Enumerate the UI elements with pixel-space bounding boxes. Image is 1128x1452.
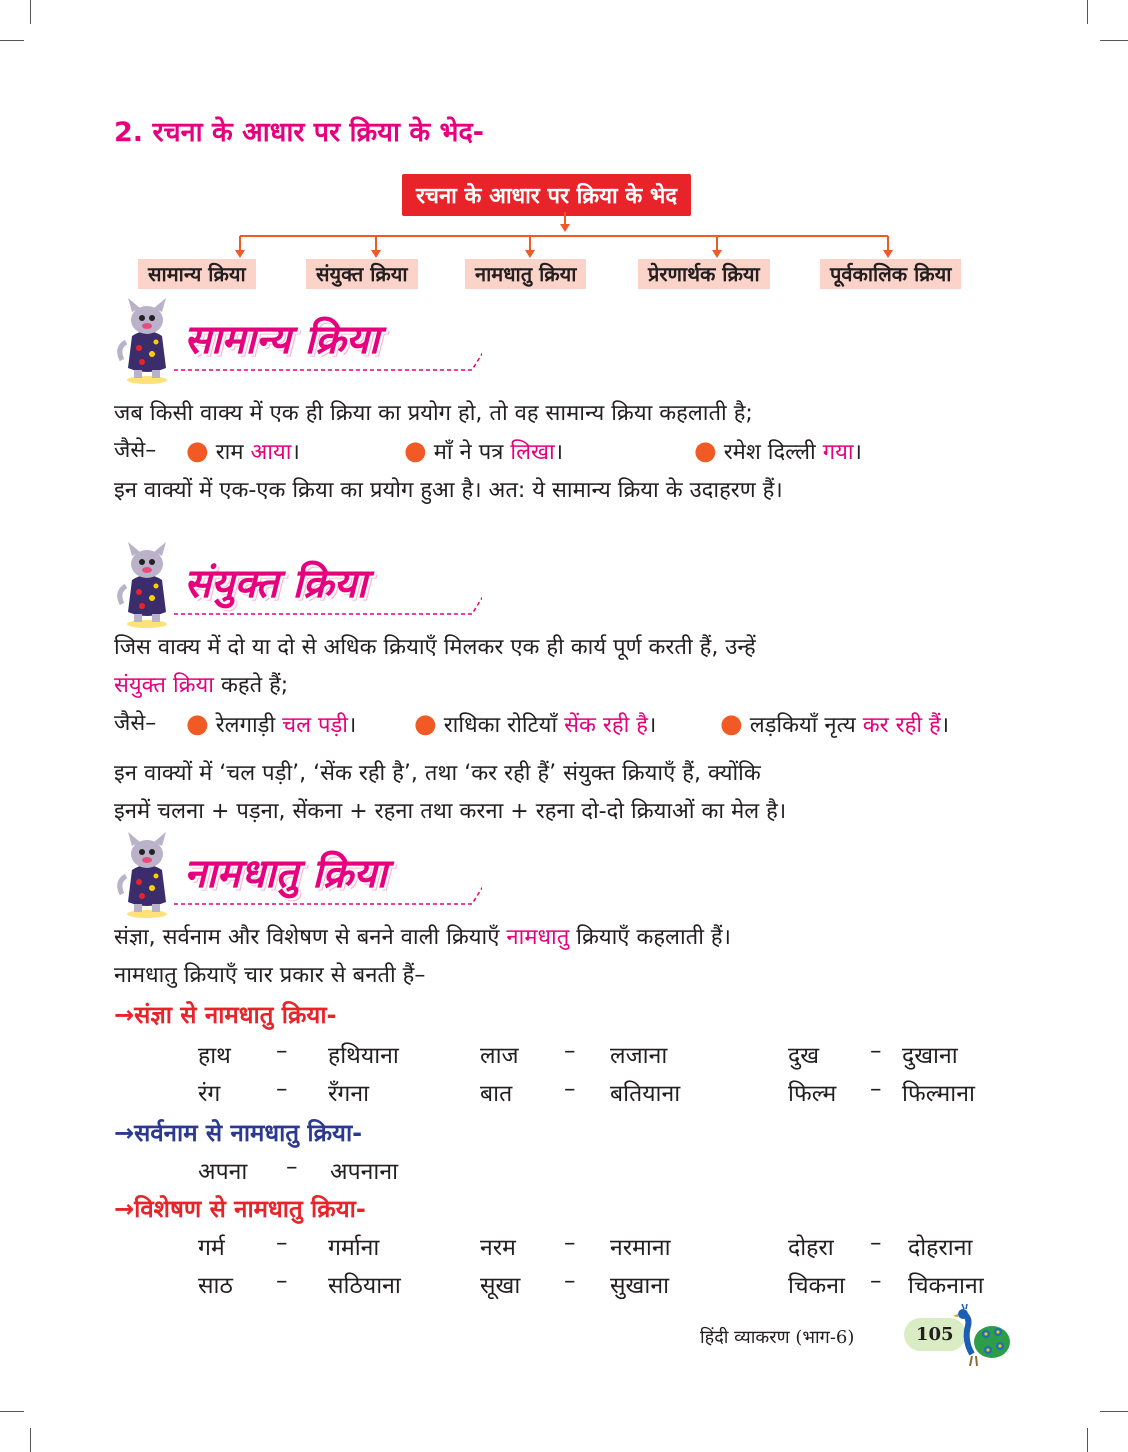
table-cell: नरम [480,1235,516,1261]
dashed-underline [172,850,482,910]
table-cell: चिकना [788,1273,845,1299]
bullet-icon: ● [720,709,743,739]
table-cell: – [564,1038,576,1064]
table-cell: फिल्माना [902,1081,975,1107]
example-verb: सेंक रही है [564,713,648,738]
example-verb: कर रही हैं [862,713,941,738]
peacock-icon [950,1304,1014,1368]
table-cell: रंग [198,1081,221,1107]
table-cell: हथियाना [328,1043,399,1069]
table-cell: रँगना [328,1081,370,1107]
heading-title: सामान्य क्रिया [184,317,380,363]
heading-title: नामधातु क्रिया [184,851,387,897]
subheading-text: विशेषण से नामधातु क्रिया- [134,1195,366,1223]
heading-title: संयुक्त क्रिया [184,561,368,607]
example-verb: आया [250,440,292,465]
namdhatu-definition [114,920,731,956]
subheading-text: सर्वनाम से नामधातु क्रिया- [134,1119,363,1147]
subheading-sangya [114,998,337,1031]
bullet-icon: ● [186,436,209,466]
table-cell: – [564,1268,576,1294]
diagram-child-prernarthak: प्रेरणार्थक क्रिया [638,259,770,289]
example-post: । [291,440,300,465]
definition-term: संयुक्त क्रिया [114,673,215,698]
arrow-icon: → [114,1119,135,1147]
table-cell: गर्म [198,1235,225,1261]
eg-label: जैसे– [114,438,157,463]
table-cell: फिल्म [788,1081,837,1107]
example-post: । [853,440,862,465]
crop-mark [0,1411,24,1412]
example-pre: रेलगाड़ी [215,713,283,738]
table-cell: लजाना [610,1043,668,1069]
table-cell: – [564,1230,576,1256]
namdhatu-types-line: नामधातु क्रियाएँ चार प्रकार से बनती हैं– [114,963,426,988]
table-cell: बतियाना [610,1081,681,1107]
table-cell: नरमाना [610,1235,671,1261]
page-number: 105 [904,1318,966,1351]
section-title: 2. रचना के आधार पर क्रिया के भेद- [114,117,485,148]
sanyukt-definition-line2 [114,668,288,704]
diagram-root: रचना के आधार पर क्रिया के भेद [402,174,691,216]
table-cell: चिकनाना [908,1273,984,1299]
arrow-icon: → [114,1195,135,1223]
subheading-text: संज्ञा से नामधातु क्रिया- [134,1001,337,1029]
table-cell: अपना [198,1159,248,1185]
table-cell: – [870,1268,882,1294]
table-cell: हाथ [198,1043,231,1069]
example-post: । [348,713,357,738]
heading-namdhatu [112,830,472,920]
definition-post: क्रियाएँ कहलाती हैं। [569,925,731,950]
table-cell: दोहराना [908,1235,973,1261]
samanya-examples [114,433,1014,469]
sangya-table [0,1038,1128,1118]
eg-label: जैसे– [114,711,157,736]
table-cell: गर्माना [328,1235,380,1261]
example-pre: राम [215,440,251,465]
table-cell: अपनाना [330,1159,399,1185]
example-post: । [940,713,950,738]
table-cell: सठियाना [328,1273,401,1299]
crop-mark [1100,1411,1128,1412]
table-cell: सूखा [480,1273,521,1299]
diagram-child-namdhatu: नामधातु क्रिया [465,259,586,289]
dashed-underline [172,316,482,376]
subheading-visheshan [114,1192,366,1225]
samanya-conclusion: इन वाक्यों में एक-एक क्रिया का प्रयोग हुआ है। अत: ये सामान्य क्रिया के उदाहरण हैं। [114,478,783,503]
sanyukt-explain-line1: इन वाक्यों में ‘चल पड़ी’, ‘सेंक रही है’, तथा ‘कर रही हैं’ संयुक्त क्रियाएँ हैं, क्योंकि [114,761,761,786]
diagram-child-samanya: सामान्य क्रिया [138,259,256,289]
diagram-connectors [0,0,1128,300]
bullet-icon: ● [414,709,437,739]
table-cell: सुखाना [610,1273,670,1299]
table-cell: दोहरा [788,1235,834,1261]
table-cell: दुख [788,1043,820,1069]
table-cell: – [276,1230,288,1256]
table-cell: – [276,1268,288,1294]
diagram-child-sanyukt: संयुक्त क्रिया [306,259,418,289]
table-cell: साठ [198,1273,233,1299]
table-cell: लाज [480,1043,519,1069]
bullet-icon: ● [186,709,209,739]
table-cell: – [870,1038,882,1064]
example-post: । [647,713,657,738]
sanyukt-explain-line2: इनमें चलना + पड़ना, सेंकना + रहना तथा करना + रहना दो-दो क्रियाओं का मेल है। [114,799,787,824]
heading-sanyukt [112,540,472,630]
diagram-child-purvakalik: पूर्वकालिक क्रिया [820,259,961,289]
samanya-definition: जब किसी वाक्य में एक ही क्रिया का प्रयोग हो, तो वह सामान्य क्रिया कहलाती है; [114,401,753,426]
definition-term: नामधातु [506,925,570,950]
heading-samanya [112,296,472,386]
example-pre: लड़कियाँ नृत्य [749,713,863,738]
table-cell: – [564,1076,576,1102]
dashed-underline [172,560,482,620]
example-verb: लिखा [510,440,555,465]
sanyukt-definition-line1: जिस वाक्य में दो या दो से अधिक क्रियाएँ मिलकर एक ही कार्य पूर्ण करती हैं, उन्हें [114,635,756,660]
crop-mark [1087,1428,1088,1452]
sanyukt-examples [114,706,1014,742]
definition-pre: संज्ञा, सर्वनाम और विशेषण से बनने वाली क्रियाएँ [114,925,507,950]
table-cell: – [276,1076,288,1102]
example-verb: गया [822,440,854,465]
table-cell: – [286,1154,298,1180]
bullet-icon: ● [404,436,427,466]
example-post: । [554,440,564,465]
example-pre: राधिका रोटियाँ [443,713,565,738]
subheading-sarvanam [114,1116,362,1149]
bullet-icon: ● [694,436,717,466]
definition-rest: कहते हैं; [214,673,289,698]
table-cell: बात [480,1081,513,1107]
footer-book-title: हिंदी व्याकरण (भाग-6) [700,1327,855,1348]
table-cell: – [276,1038,288,1064]
example-pre: माँ ने पत्र [433,440,511,465]
table-cell: दुखाना [902,1043,958,1069]
example-pre: रमेश दिल्ली [723,440,823,465]
visheshan-table [0,1230,1128,1310]
arrow-icon: → [114,1001,135,1029]
example-verb: चल पड़ी [282,713,348,738]
sarvanam-table [0,1154,1128,1194]
crop-mark [30,1428,31,1452]
table-cell: – [870,1230,882,1256]
table-cell: – [870,1076,882,1102]
